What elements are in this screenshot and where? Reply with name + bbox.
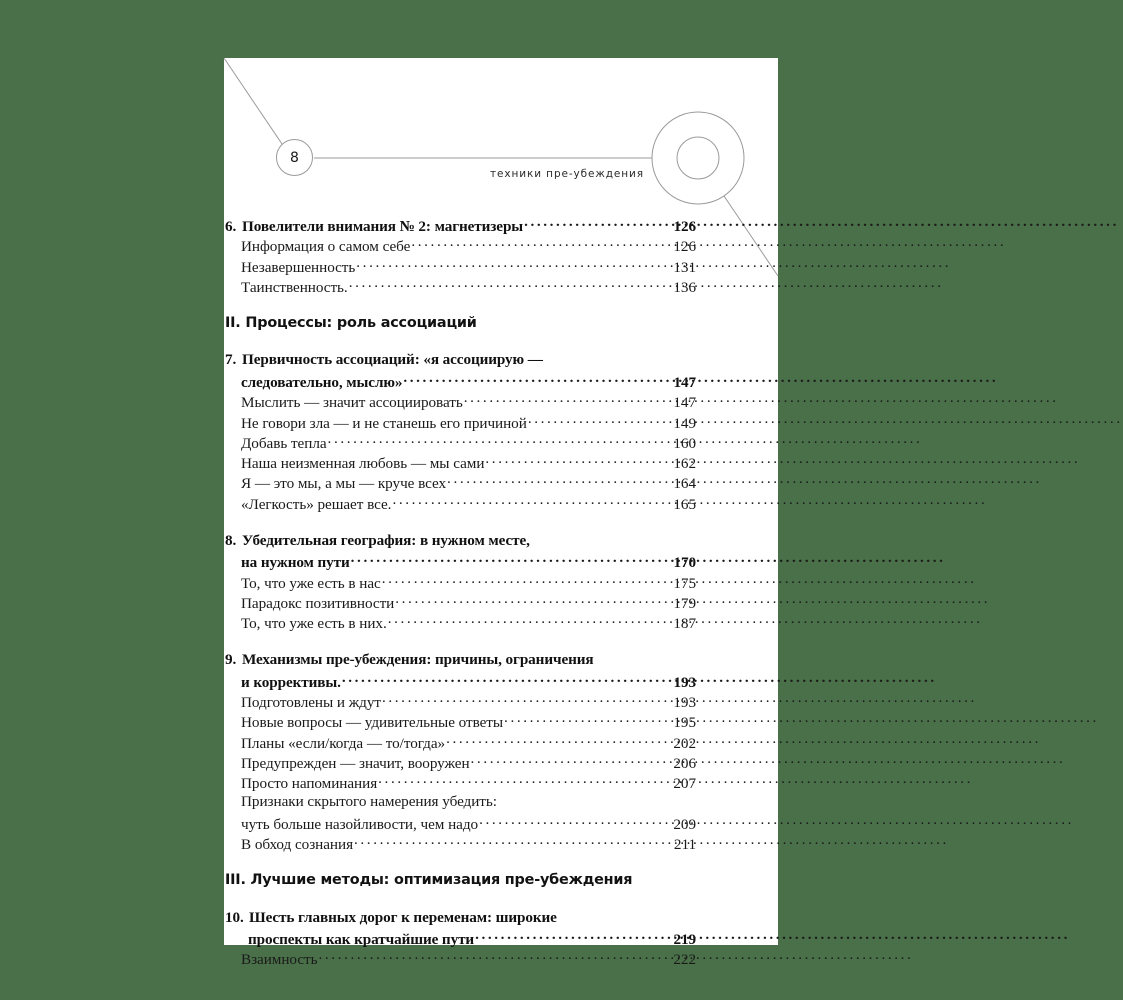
toc-leader-dots bbox=[504, 712, 664, 727]
toc-entry-label: Добавь тепла bbox=[241, 434, 327, 452]
toc-entry-label: и коррективы. bbox=[241, 673, 341, 691]
toc-leader-dots bbox=[351, 552, 664, 567]
toc-page-number: 147 bbox=[673, 373, 696, 391]
book-page bbox=[224, 58, 778, 969]
toc-leader-dots bbox=[446, 733, 664, 748]
toc-entry-row[interactable] bbox=[224, 277, 778, 297]
toc-page-number: 187 bbox=[673, 615, 696, 633]
toc-leader-dots bbox=[382, 572, 664, 587]
toc-entry-label: Шесть главных дорог к переменам: широкие bbox=[249, 908, 557, 926]
spacer-after-part bbox=[224, 893, 778, 909]
toc-leader-dots bbox=[524, 216, 664, 231]
toc-entry-label: Первичность ассоциаций: «я ассоциирую — bbox=[242, 351, 543, 369]
toc-page-number: 209 bbox=[673, 815, 696, 833]
toc-page-number: 193 bbox=[673, 673, 696, 691]
toc-entry-row[interactable] bbox=[224, 773, 778, 793]
toc-page-number: 202 bbox=[673, 734, 696, 752]
toc-page-number: 162 bbox=[673, 455, 696, 473]
toc-page-number: 211 bbox=[673, 836, 696, 854]
toc-page-number: 165 bbox=[673, 495, 696, 513]
toc-entry-label: на нужном пути bbox=[241, 554, 350, 572]
toc-entry-label: следовательно, мыслю» bbox=[241, 373, 403, 391]
toc-leader-dots bbox=[485, 453, 664, 468]
toc-entry-label: В обход сознания bbox=[241, 836, 354, 854]
running-head: техники пре-убеждения bbox=[490, 168, 644, 180]
toc-leader-dots bbox=[356, 257, 664, 272]
toc-entry-number: 7. bbox=[225, 351, 237, 369]
toc-entry-label: Механизмы пре-убеждения: причины, ограничения bbox=[242, 651, 594, 669]
toc-leader-dots bbox=[349, 277, 664, 292]
toc-entry-label: Не говори зла — и не станешь его причиной bbox=[241, 414, 527, 432]
toc-page-number: 207 bbox=[673, 775, 696, 793]
toc-leader-dots bbox=[378, 773, 664, 788]
toc-entry-label: То, что уже есть в них. bbox=[241, 615, 387, 633]
toc-leader-dots bbox=[411, 236, 664, 251]
toc-entry-label: проспекты как кратчайшие пути bbox=[248, 931, 475, 949]
toc-entry-row[interactable] bbox=[224, 613, 778, 633]
toc-page-number: 179 bbox=[673, 594, 696, 612]
toc-leader-dots bbox=[475, 929, 664, 944]
toc-page-number: 164 bbox=[673, 475, 696, 493]
toc-entry-label: Взаимность bbox=[241, 951, 318, 969]
toc-entry-label: Просто напоминания bbox=[241, 775, 378, 793]
toc-entry-label: Повелители внимания № 2: магнетизеры bbox=[242, 218, 524, 236]
table-of-contents bbox=[224, 216, 778, 970]
toc-entry-number: 8. bbox=[225, 531, 237, 549]
toc-entry-number: 9. bbox=[225, 651, 237, 669]
toc-page-number: 195 bbox=[673, 714, 696, 732]
toc-leader-dots bbox=[471, 753, 664, 768]
toc-entry-label: Новые вопросы — удивительные ответы bbox=[241, 714, 504, 732]
toc-leader-dots bbox=[395, 593, 664, 608]
toc-page-number: 136 bbox=[673, 279, 696, 297]
toc-leader-dots bbox=[328, 433, 664, 448]
toc-entry-label: Предупрежден — значит, вооружен bbox=[241, 755, 470, 773]
toc-page-number: 149 bbox=[673, 414, 696, 432]
toc-page-number: 175 bbox=[673, 574, 696, 592]
toc-entry-row[interactable] bbox=[224, 494, 778, 514]
toc-entry-label: Я — это мы, а мы — круче всех bbox=[241, 475, 447, 493]
toc-part-heading[interactable]: II. Процессы: роль ассоциаций bbox=[225, 315, 477, 332]
toc-page-number: 147 bbox=[673, 394, 696, 412]
toc-entry-label: Признаки скрытого намерения убедить: bbox=[241, 793, 497, 811]
toc-page-number: 222 bbox=[673, 951, 696, 969]
deco-diagonal-top-left bbox=[224, 58, 282, 144]
toc-leader-dots bbox=[403, 372, 664, 387]
spacer-before-part bbox=[224, 854, 778, 872]
toc-entry-row[interactable] bbox=[224, 834, 778, 854]
toc-entry-label: Мыслить — значит ассоциировать bbox=[241, 394, 463, 412]
toc-page-number: 126 bbox=[673, 218, 696, 236]
page-number: 8 bbox=[290, 149, 299, 166]
toc-leader-dots bbox=[342, 672, 664, 687]
toc-entry-label: Подготовлены и ждут bbox=[241, 694, 381, 712]
toc-leader-dots bbox=[354, 834, 664, 849]
toc-leader-dots bbox=[447, 473, 664, 488]
toc-page-number: 219 bbox=[673, 931, 696, 949]
toc-page-number: 160 bbox=[673, 434, 696, 452]
spacer-before-part bbox=[224, 297, 778, 315]
toc-part-heading[interactable]: III. Лучшие методы: оптимизация пре-убеждения bbox=[225, 872, 633, 889]
toc-entry-label: Парадокс позитивности bbox=[241, 594, 395, 612]
deco-inner-circle bbox=[677, 137, 719, 179]
toc-entry-row[interactable] bbox=[224, 949, 778, 969]
toc-leader-dots bbox=[388, 613, 664, 628]
spacer-before-chapter bbox=[224, 514, 778, 532]
toc-entry-label: Наша неизменная любовь — мы сами bbox=[241, 455, 485, 473]
spacer-after-part bbox=[224, 335, 778, 351]
toc-page-number: 126 bbox=[673, 238, 696, 256]
toc-entry-label: Убедительная география: в нужном месте, bbox=[242, 531, 530, 549]
toc-leader-dots bbox=[479, 814, 664, 829]
toc-leader-dots bbox=[464, 392, 664, 407]
toc-page-number: 131 bbox=[673, 258, 696, 276]
toc-leader-dots bbox=[319, 949, 664, 964]
toc-entry-label: Таинственность. bbox=[241, 279, 348, 297]
spacer-before-chapter bbox=[224, 633, 778, 651]
toc-page-number: 193 bbox=[673, 694, 696, 712]
toc-page-number: 206 bbox=[673, 755, 696, 773]
deco-outer-circle bbox=[652, 112, 744, 204]
toc-entry-number: 6. bbox=[225, 218, 237, 236]
toc-entry-label: Незавершенность bbox=[241, 258, 356, 276]
toc-entry-number: 10. bbox=[225, 908, 244, 926]
toc-entry-label: Информация о самом себе bbox=[241, 238, 411, 256]
toc-entry-label: «Легкость» решает все. bbox=[241, 495, 392, 513]
toc-page-number: 170 bbox=[673, 554, 696, 572]
toc-leader-dots bbox=[392, 494, 664, 509]
toc-entry-label: Планы «если/когда — то/тогда» bbox=[241, 734, 446, 752]
toc-leader-dots bbox=[528, 412, 664, 427]
toc-entry-label: То, что уже есть в нас bbox=[241, 574, 381, 592]
toc-leader-dots bbox=[382, 692, 664, 707]
toc-entry-label: чуть больше назойливости, чем надо bbox=[241, 815, 479, 833]
